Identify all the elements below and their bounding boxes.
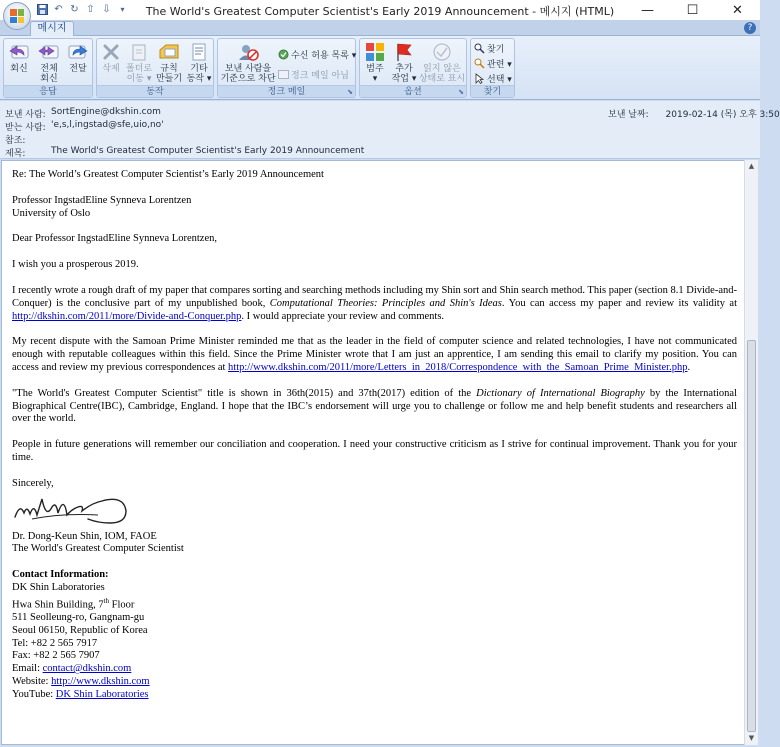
forward-icon [66, 41, 90, 63]
contact-website-row: Website: http://www.dkshin.com [12, 676, 150, 688]
not-junk-icon [278, 69, 289, 80]
move-icon [127, 41, 151, 63]
find-button[interactable]: 찾기 [474, 42, 504, 55]
email-link[interactable]: contact@dkshin.com [42, 663, 132, 675]
message-body-frame[interactable] [1, 160, 757, 745]
to-value[interactable]: 'e,s,l,ingstad@sfe,uio,no' [51, 120, 164, 130]
paragraph-3: "The World's Greatest Computer Scientist" title is shown in 36th(2015) and 37th(2017) edition of the Dictionary of International Biography by the International Biographical Centre(IBC), Cambridge, England. I hope that the IBC’s endorsement will urge you to challenge or follow me and help benefit students and researchers all over the world. [12, 387, 737, 425]
book-title: Computational Theories: Principles and Shin's Ideas [269, 297, 502, 309]
related-icon [474, 58, 485, 69]
contact-email-row: Email: contact@dkshin.com [12, 663, 132, 675]
scroll-thumb[interactable] [747, 340, 756, 732]
safe-list-button[interactable]: 수신 허용 목록 ▾ [278, 48, 356, 61]
signature-block [12, 531, 737, 557]
minimize-button[interactable]: — [641, 2, 654, 18]
find-group-label: 찾기 [471, 85, 514, 97]
cc-label: 참조: [5, 136, 26, 146]
other-actions-icon [187, 41, 211, 63]
paragraph-2: My recent dispute with the Samoan Prime Minister reminded me that as the leader in the field of computer science and related technologies, I have not communicated enough with reputable colleagues within this field. Since the Prime Minister wrote that I am just an apprentice, I am sending this email to clarify my position. You can access and review my previous correspondences at http://www.dkshin.com/2011/more/Letters_in_2018/Correspondence_with_the_Samoan_Prime_Minister.php. [12, 336, 737, 373]
reply-all-button[interactable]: 전체 회신 [35, 41, 63, 84]
respond-group [3, 38, 93, 98]
contact-youtube-row: YouTube: DK Shin Laboratories [12, 688, 149, 700]
find-group [470, 38, 515, 98]
ribbon-tab-bar [0, 20, 760, 36]
signature-name: Dr. Dong-Keun Shin, IOM, FAOE [12, 530, 157, 542]
junk-group-label: 정크 메일 [218, 85, 355, 97]
subject-label: 제목: [5, 149, 26, 159]
delete-button[interactable]: 삭제 [99, 41, 123, 74]
reply-all-icon [37, 41, 61, 63]
follow-up-button[interactable]: 추가 작업 ▾ [390, 41, 418, 84]
re-line: Re: The World’s Greatest Computer Scientist’s Early 2019 Announcement [12, 169, 324, 180]
contact-org: DK Shin Laboratories [12, 581, 105, 593]
from-value[interactable]: SortEngine@dkshin.com [51, 107, 161, 117]
paper-link[interactable]: http://dkshin.com/2011/more/Divide-and-Conquer.php [12, 310, 242, 322]
options-group-label: 옵션 [360, 85, 466, 97]
close-button[interactable]: ✕ [732, 2, 743, 18]
sent-label: 보낸 날짜: [608, 110, 649, 120]
website-link[interactable]: http://www.dkshin.com [51, 676, 150, 688]
from-label: 보낸 사람: [5, 110, 46, 120]
contact-fax: Fax: +82 2 565 7907 [12, 650, 100, 662]
signature-title: The World's Greatest Computer Scientist [12, 543, 184, 555]
block-sender-button[interactable]: 보낸 사람을 기준으로 차단 [220, 41, 276, 84]
correspondence-link[interactable]: http://www.dkshin.com/2011/more/Letters_in_2018/Correspondence_with_the_Samoan_Prime_Minister.php [228, 361, 688, 373]
select-button[interactable]: 선택 ▾ [474, 72, 512, 85]
contact-heading: Contact Information: [12, 569, 109, 581]
up-icon[interactable]: ⇧ [86, 4, 95, 15]
maximize-button[interactable]: ☐ [686, 2, 699, 18]
title-bar [0, 0, 760, 20]
to-label: 받는 사람: [5, 123, 46, 133]
block-sender-icon [236, 41, 260, 63]
scroll-up-icon[interactable]: ▲ [748, 162, 755, 170]
vertical-scrollbar[interactable] [744, 160, 758, 745]
contact-building: Hwa Shin Building, 7th Floor [12, 596, 135, 611]
create-rule-button[interactable]: 규칙 만들기 [155, 41, 183, 84]
mark-unread-button[interactable]: 읽지 않은 상태로 표시 [418, 41, 466, 84]
qat-customize-icon[interactable]: ▾ [120, 5, 125, 14]
message-headers [0, 101, 780, 159]
reply-button[interactable]: 회신 [6, 41, 32, 74]
closing: Sincerely, [12, 477, 54, 489]
junk-dialog-launcher-icon[interactable]: ⬊ [347, 88, 353, 96]
contact-city: Seoul 06150, Republic of Korea [12, 624, 148, 636]
contact-street: 511 Seolleung-ro, Gangnam-gu [12, 612, 145, 624]
undo-icon[interactable]: ↶ [54, 4, 63, 15]
categorize-icon [363, 41, 387, 63]
delete-icon [99, 41, 123, 63]
down-icon[interactable]: ⇩ [102, 4, 111, 15]
reply-icon [7, 41, 31, 63]
options-group [359, 38, 467, 98]
mark-unread-icon [430, 41, 454, 63]
help-icon[interactable]: ? [744, 22, 756, 34]
scroll-down-icon[interactable]: ▼ [748, 734, 755, 742]
contact-block [12, 569, 737, 701]
signature-image [12, 489, 130, 531]
sent-row [608, 107, 780, 120]
other-actions-button[interactable]: 기타 동작 ▾ [185, 41, 213, 84]
respond-group-label: 응답 [4, 85, 92, 97]
window-title: The World's Greatest Computer Scientist's Early 2019 Announcement - 메시지 (HTML) [145, 5, 615, 18]
ribbon [0, 36, 760, 100]
youtube-link[interactable]: DK Shin Laboratories [55, 688, 149, 700]
office-orb-icon[interactable] [3, 2, 31, 30]
salutation: Dear Professor IngstadEline Synneva Lorentzen, [12, 233, 217, 245]
actions-group-label: 동작 [97, 85, 213, 97]
safe-list-icon [278, 49, 289, 60]
move-to-folder-button[interactable]: 폴더로 이동 ▾ [124, 41, 154, 84]
redo-icon[interactable]: ↻ [70, 4, 79, 15]
addressee-name: Professor IngstadEline Synneva Lorentzen [12, 194, 192, 206]
addressee-org: University of Oslo [12, 207, 91, 219]
paragraph-4: People in future generations will remember our conciliation and cooperation. I need your constructive criticism as I strive for continual improvement. Thank you for your time. [12, 439, 737, 463]
not-junk-button[interactable]: 정크 메일 아님 [278, 68, 349, 81]
junk-group [217, 38, 356, 98]
categorize-button[interactable]: 범주 ▾ [362, 41, 388, 84]
related-button[interactable]: 관련 ▾ [474, 57, 512, 70]
contact-tel: Tel: +82 2 565 7917 [12, 637, 98, 649]
window-controls [625, 0, 760, 20]
actions-group [96, 38, 214, 98]
message-body [12, 169, 737, 715]
dictionary-title: Dictionary of International Biography [476, 387, 645, 399]
options-dialog-launcher-icon[interactable]: ⬊ [458, 88, 464, 96]
rules-icon [157, 41, 181, 63]
follow-up-icon [392, 41, 416, 63]
find-icon [474, 43, 485, 54]
select-icon [474, 73, 485, 84]
addressee-block [12, 195, 737, 221]
forward-button[interactable]: 전달 [65, 41, 91, 74]
sent-value: 2019-02-14 (목) 오후 3:50 [665, 110, 780, 120]
tab-message[interactable]: 메시지 [30, 21, 74, 37]
subject-value: The World's Greatest Computer Scientist's Early 2019 Announcement [51, 146, 365, 156]
wish-line: I wish you a prosperous 2019. [12, 259, 139, 271]
paragraph-1: I recently wrote a rough draft of my paper that compares sorting and searching methods including my Shin sort and Shin search method. This paper (section 8.1 Divide-and-Conquer) is the conclusive part of my unpublished book, Computational Theories: Principles and Shin's Ideas. You can access my paper and review its validity at http://dkshin.com/2011/more/Divide-and-Conquer.php. I would appreciate your review and comments. [12, 284, 737, 322]
